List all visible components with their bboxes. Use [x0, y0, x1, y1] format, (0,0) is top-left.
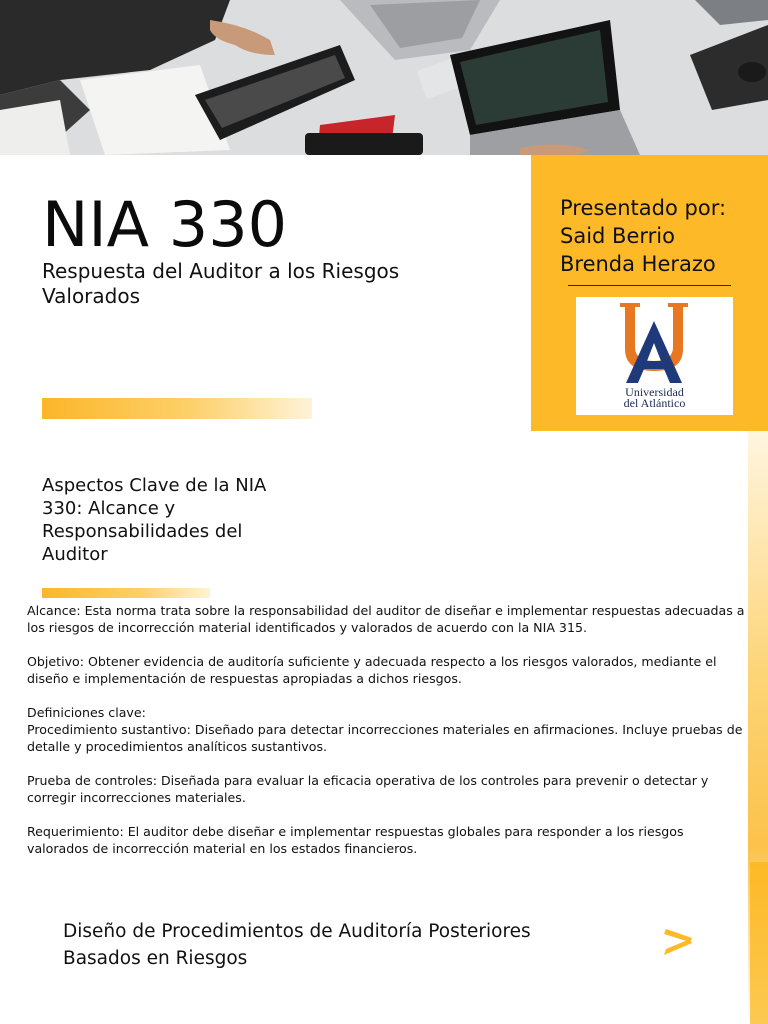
logo-line-1: Universidad — [625, 385, 684, 399]
ua-logo-icon — [576, 297, 733, 387]
footer-title: Diseño de Procedimientos de Auditoría Posteriores Basados en Riesgos — [63, 921, 531, 969]
accent-strip — [750, 862, 768, 1024]
paragraph-prueba: Prueba de controles: Diseñada para evaluar la eficacia operativa de los controles para prevenir o detectar y corregir incorrecciones materiales. — [27, 773, 709, 805]
paragraph-procedimiento: Procedimiento sustantivo: Diseñado para detectar incorrecciones materiales en afirmaciones. Incluye pruebas de detalle y procedimientos analíticos sustantivos. — [27, 722, 743, 754]
university-logo — [576, 297, 733, 415]
accent-bar — [42, 588, 210, 598]
accent-bar — [42, 398, 312, 419]
divider — [568, 285, 731, 286]
section-heading: Aspectos Clave de la NIA 330: Alcance y Responsabilidades del Auditor — [42, 475, 267, 565]
arrow-chevron-icon — [664, 929, 696, 959]
presenter-label: Presentado por: — [560, 196, 727, 220]
logo-line-2: del Atlántico — [623, 396, 686, 410]
presenter-info — [560, 194, 726, 278]
header-photo — [0, 0, 768, 155]
presenter-name: Said Berrio — [560, 224, 675, 248]
page-subtitle: Respuesta del Auditor a los Riesgos Valorados — [42, 259, 400, 308]
paragraph-alcance: Alcance: Esta norma trata sobre la responsabilidad del auditor de diseñar e implementar respuestas adecuadas a los riesgos de incorrección material identificados y valorados de acuerdo con la NIA 315. — [27, 603, 745, 635]
paragraph-requerimiento: Requerimiento: El auditor debe diseñar e implementar respuestas globales para responder a los riesgos valorados de incorrección material en los estados financieros. — [27, 824, 684, 856]
page-title: NIA 330 — [42, 188, 288, 261]
paragraph-objetivo: Objetivo: Obtener evidencia de auditoría suficiente y adecuada respecto a los riesgos valorados, mediante el diseño e implementación de respuestas apropiadas a dichos riesgos. — [27, 654, 717, 686]
body-content — [27, 602, 745, 874]
presenter-name: Brenda Herazo — [560, 252, 716, 276]
definitions-label: Definiciones clave: — [27, 705, 146, 720]
